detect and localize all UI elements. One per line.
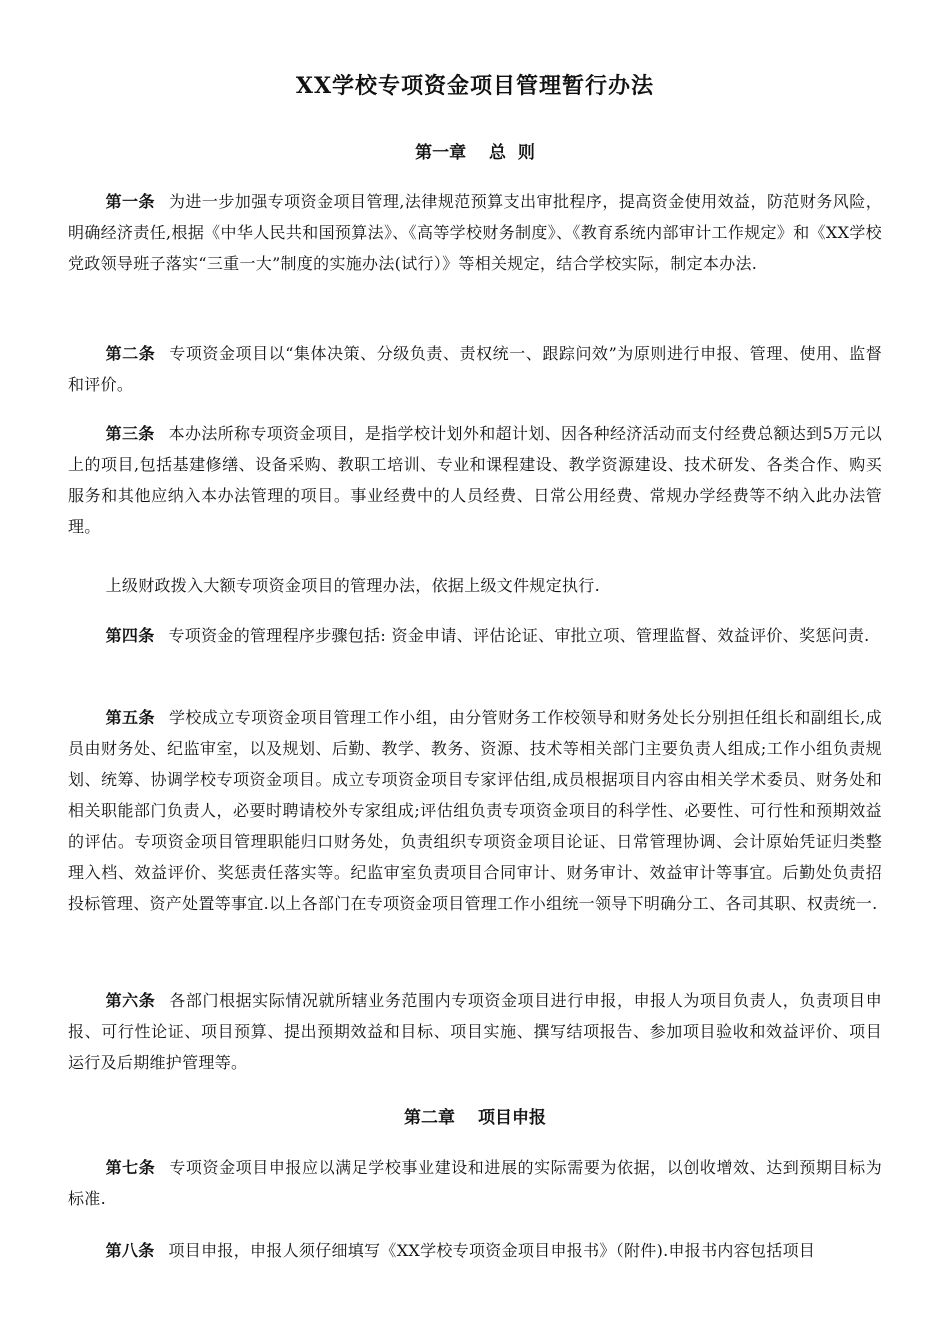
article-text: 学校成立专项资金项目管理工作小组，由分管财务工作校领导和财务处长分别担任组长和副组长,成员由财务处、纪监审室，以及规划、后勤、教学、教务、资源、技术等相关部门主要负责人组成;工作小组负责规划、统筹、协调学校专项资金项目。成立专项资金项目专家评估组,成员根据项目内容由相关学术委员、财务处和相关职能部门负责人，必要时聘请校外专家组成;评估组负责专项资金项目的科学性、必要性、可行性和预期效益的评估。专项资金项目管理职能归口财务处，负责组织专项资金项目论证、日常管理协调、会计原始凭证归类整理入档、效益评价、奖惩责任落实等。纪监审室负责项目合同审计、财务审计、效益审计等事宜。后勤处负责招投标管理、资产处置等事宜.以上各部门在专项资金项目管理工作小组统一领导下明确分工、各司其职、权责统一.: [68, 708, 882, 913]
article-paragraph-2: [68, 338, 882, 400]
article-number: 第五条: [105, 708, 155, 727]
article-text: 本办法所称专项资金项目，是指学校计划外和超计划、因各种经济活动而支付经费总额达到5万元以上的项目,包括基建修缮、设备采购、教职工培训、专业和课程建设、教学资源建设、技术研发、各类合作、购买服务和其他应纳入本办法管理的项目。事业经费中的人员经费、日常公用经费、常规办学经费等不纳入此办法管理。: [68, 424, 882, 536]
article-number: 第三条: [105, 424, 155, 443]
article-paragraph-8: [68, 1235, 882, 1266]
article-text: 上级财政拨入大额专项资金项目的管理办法，依据上级文件规定执行.: [105, 576, 600, 595]
article-paragraph-6: [68, 985, 882, 1078]
article-number: 第八条: [105, 1241, 155, 1260]
article-text: 各部门根据实际情况就所辖业务范围内专项资金项目进行申报，申报人为项目负责人，负责项目申报、可行性论证、项目预算、提出预期效益和目标、项目实施、撰写结项报告、参加项目验收和效益评价、项目运行及后期维护管理等。: [68, 991, 882, 1072]
article-paragraph-3: [68, 418, 882, 542]
article-text: 专项资金的管理程序步骤包括: 资金申请、评估论证、审批立项、管理监督、效益评价、奖惩问责.: [168, 626, 870, 645]
article-number: 第四条: [105, 626, 155, 645]
document-title: XX学校专项资金项目管理暂行办法: [295, 73, 655, 99]
article-text: 为进一步加强专项资金项目管理,法律规范预算支出审批程序，提高资金使用效益，防范财务风险，明确经济责任,根据《中华人民共和国预算法》、《高等学校财务制度》、《教育系统内部审计工作规定》和《XX学校党政领导班子落实“三重一大”制度的实施办法(试行）》等相关规定，结合学校实际，制定本办法.: [68, 192, 882, 273]
chapter-heading-2: 第二章 项目申报: [404, 1108, 546, 1128]
article-paragraph-1: [68, 186, 882, 279]
article-number: 第二条: [105, 344, 156, 363]
article-number: 第七条: [105, 1158, 156, 1177]
article-paragraph-7: [68, 1152, 882, 1214]
article-paragraph-4: [68, 620, 882, 651]
article-text: 项目申报，申报人须仔细填写《XX学校专项资金项目申报书》（附件).申报书内容包括项目: [168, 1241, 816, 1260]
article-number: 第六条: [105, 991, 156, 1010]
article-text: 专项资金项目以“集体决策、分级负责、责权统一、跟踪问效”为原则进行申报、管理、使用、监督和评价。: [68, 344, 883, 394]
article-number: 第一条: [105, 192, 155, 211]
article-paragraph-3-sub: [68, 570, 882, 601]
article-paragraph-5: [68, 702, 882, 919]
chapter-heading-1: 第一章 总 则: [415, 143, 535, 163]
article-text: 专项资金项目申报应以满足学校事业建设和进展的实际需要为依据，以创收增效、达到预期目标为标准.: [68, 1158, 882, 1208]
